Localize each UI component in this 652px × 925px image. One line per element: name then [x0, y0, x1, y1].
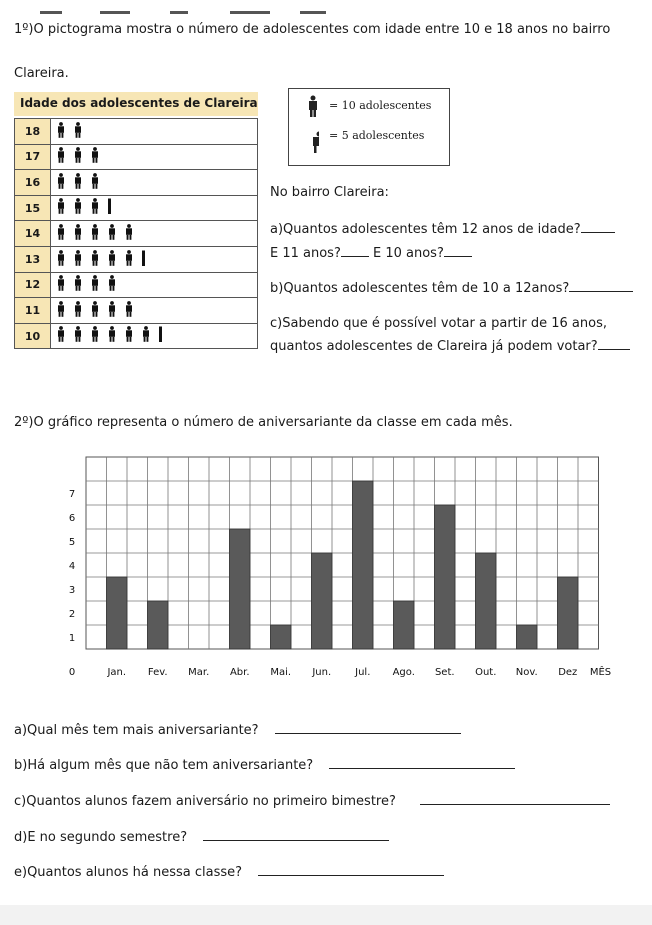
full-person-icon [91, 224, 99, 244]
x-tick-label: Ago. [392, 667, 415, 678]
bar [353, 481, 374, 649]
bar [558, 577, 579, 649]
bar [476, 553, 497, 649]
answer-line[interactable] [444, 256, 472, 257]
y-tick-label: 6 [68, 513, 76, 524]
full-person-icon [57, 301, 65, 321]
y-tick-label: 3 [68, 585, 76, 596]
q1-intro-line2: Clareira. [14, 66, 69, 81]
pictogram-icons [51, 298, 258, 324]
pictogram-row [15, 144, 258, 170]
pictogram-icons [51, 144, 258, 170]
x-tick-label: Abr. [229, 667, 250, 678]
pictogram-row [15, 221, 258, 247]
pictogram-age: 11 [15, 298, 51, 324]
full-person-icon [57, 224, 65, 244]
full-person-icon [74, 224, 82, 244]
pictogram-age: 18 [15, 119, 51, 145]
full-person-icon [74, 147, 82, 167]
y-tick-label: 1 [68, 633, 76, 644]
full-person-icon [91, 198, 99, 218]
q1-question-b-text: b)Quantos adolescentes têm de 10 a 12anos? [270, 281, 570, 296]
q2-question-e-text: e)Quantos alunos há nessa classe? [14, 865, 243, 880]
q1-question-c1: c)Sabendo que é possível votar a partir de 16 anos, [270, 316, 607, 331]
answer-line[interactable] [569, 291, 633, 292]
bar [394, 601, 415, 649]
half-person-icon [142, 250, 146, 270]
x-tick-label: Nov. [515, 667, 538, 678]
pictogram-icons [51, 246, 258, 272]
q2-question-a-text: a)Qual mês tem mais aniversariante? [14, 723, 259, 738]
full-person-icon [108, 224, 116, 244]
q1-question-a2b-text: E 10 anos? [373, 246, 444, 261]
answer-line[interactable] [420, 804, 610, 805]
answer-line[interactable] [203, 840, 389, 841]
full-person-icon [74, 173, 82, 193]
pictogram-age: 17 [15, 144, 51, 170]
full-person-icon [125, 224, 133, 244]
pictogram-icons [51, 221, 258, 247]
answer-line[interactable] [275, 733, 461, 734]
full-person-icon [125, 326, 133, 346]
full-person-icon [74, 122, 82, 142]
full-person-icon [57, 250, 65, 270]
full-person-icon [108, 301, 116, 321]
pictogram-legend [288, 88, 450, 166]
x-tick-label: Mai. [270, 667, 292, 678]
full-person-icon [91, 147, 99, 167]
x-tick-label: Mar. [188, 667, 210, 678]
full-person-icon [57, 198, 65, 218]
answer-line[interactable] [598, 349, 630, 350]
y-tick-label: 2 [68, 609, 76, 620]
q2-question-e [14, 865, 444, 880]
pictogram-row [15, 195, 258, 221]
bar [435, 505, 456, 649]
top-cropped-text [40, 0, 340, 4]
q1-intro-line1: 1º)O pictograma mostra o número de adolescentes com idade entre 10 e 18 anos no bairro [14, 22, 611, 37]
answer-line[interactable] [258, 875, 444, 876]
q1-question-c2-text: quantos adolescentes de Clareira já podem votar? [270, 339, 598, 354]
full-person-icon [91, 173, 99, 193]
q1-question-b [270, 281, 633, 296]
half-person-icon [108, 198, 112, 218]
bar [230, 529, 251, 649]
full-person-icon [74, 275, 82, 295]
birthday-bar-chart [60, 450, 640, 685]
y-tick-label: 7 [68, 489, 76, 500]
pictogram-age: 15 [15, 195, 51, 221]
pictogram-row [15, 170, 258, 196]
q1-question-a-text: a)Quantos adolescentes têm 12 anos de idade? [270, 222, 581, 237]
full-person-icon [74, 326, 82, 346]
q2-question-d-text: d)E no segundo semestre? [14, 830, 188, 845]
answer-line[interactable] [581, 232, 615, 233]
full-person-icon [108, 250, 116, 270]
pictogram-title: Idade dos adolescentes de Clareira [14, 92, 258, 116]
bar [312, 553, 333, 649]
full-person-icon [74, 198, 82, 218]
pictogram-icons [51, 272, 258, 298]
answer-line[interactable] [341, 256, 369, 257]
x-tick-label: Out. [475, 667, 497, 678]
full-person-icon [125, 301, 133, 321]
q2-intro: 2º)O gráfico representa o número de aniversariante da classe em cada mês. [14, 415, 513, 430]
full-person-icon [108, 326, 116, 346]
pictogram-icons [51, 195, 258, 221]
full-person-icon [74, 301, 82, 321]
bar [517, 625, 538, 649]
q1-question-a2 [270, 246, 472, 261]
full-person-icon [91, 250, 99, 270]
full-person-icon [91, 301, 99, 321]
pictogram-row [15, 246, 258, 272]
page-bottom-margin [0, 905, 652, 925]
x-tick-label: Set. [434, 667, 455, 678]
full-person-icon [91, 275, 99, 295]
pictogram-age: 12 [15, 272, 51, 298]
full-person-icon [57, 147, 65, 167]
y-tick-label: 0 [68, 667, 76, 678]
pictogram-row [15, 119, 258, 145]
pictogram-age: 14 [15, 221, 51, 247]
bar [148, 601, 169, 649]
pictogram-row [15, 272, 258, 298]
q1-question-a2a-text: E 11 anos? [270, 246, 341, 261]
full-person-icon [57, 275, 65, 295]
half-person-icon [313, 131, 319, 156]
q2-question-c [14, 794, 610, 809]
full-person-icon [307, 95, 319, 120]
q2-question-c-text: c)Quantos alunos fazem aniversário no primeiro bimestre? [14, 794, 396, 809]
answer-line[interactable] [329, 768, 515, 769]
q2-question-b [14, 758, 515, 773]
x-axis-label: MÊS [589, 667, 612, 678]
pictogram-icons [51, 119, 258, 145]
pictogram-age: 13 [15, 246, 51, 272]
q1-question-c2 [270, 339, 630, 354]
half-person-icon [159, 326, 163, 346]
full-person-icon [57, 122, 65, 142]
full-person-icon [108, 275, 116, 295]
bar [271, 625, 292, 649]
full-person-icon [57, 326, 65, 346]
pictogram-age: 10 [15, 323, 51, 349]
full-person-icon [125, 250, 133, 270]
q1-neighborhood: No bairro Clareira: [270, 185, 389, 200]
pictogram-table [14, 118, 258, 349]
bar [107, 577, 128, 649]
pictogram-row [15, 298, 258, 324]
x-tick-label: Jul. [355, 667, 371, 678]
y-tick-label: 5 [68, 537, 76, 548]
full-person-icon [74, 250, 82, 270]
x-tick-label: Dez [558, 667, 578, 678]
x-tick-label: Fev. [147, 667, 168, 678]
full-person-icon [142, 326, 150, 346]
pictogram-icons [51, 323, 258, 349]
pictogram-icons [51, 170, 258, 196]
pictogram-age: 16 [15, 170, 51, 196]
pictogram-row [15, 323, 258, 349]
q2-question-b-text: b)Há algum mês que não tem aniversariante? [14, 758, 314, 773]
x-tick-label: Jun. [312, 667, 332, 678]
full-person-icon [57, 173, 65, 193]
q1-question-a [270, 222, 615, 237]
full-person-icon [91, 326, 99, 346]
y-tick-label: 4 [68, 561, 76, 572]
x-tick-label: Jan. [107, 667, 127, 678]
q2-question-d [14, 830, 389, 845]
legend-half-label: = 5 adolescentes [329, 129, 425, 142]
q2-question-a [14, 723, 461, 738]
legend-full-label: = 10 adolescentes [329, 99, 432, 112]
